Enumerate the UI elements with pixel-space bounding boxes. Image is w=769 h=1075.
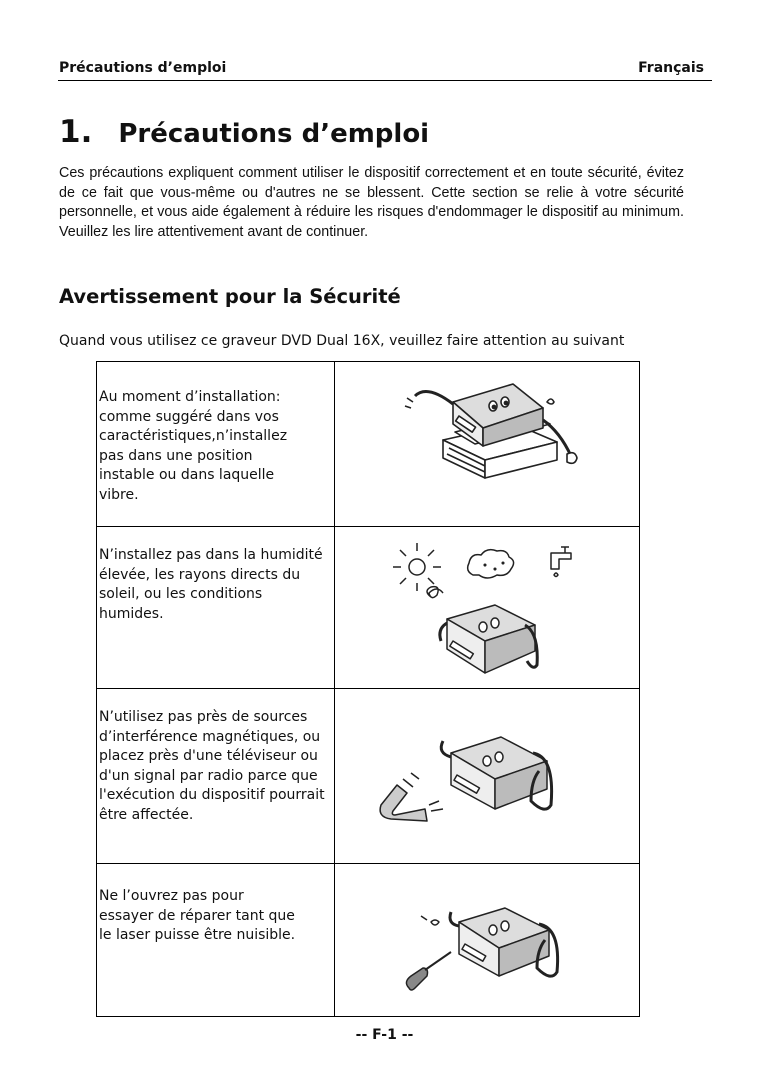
drive-sun-cloud-tap-illustration (335, 527, 639, 688)
section-lead: Quand vous utilisez ce graveur DVD Dual 16X, veuillez faire attention au suivant (59, 333, 625, 349)
page-header (58, 60, 712, 81)
title-text: Précautions d’emploi (118, 119, 430, 149)
header-left: Précautions d’emploi (59, 60, 227, 76)
title-number: 1. (59, 114, 93, 150)
drive-screwdriver-illustration (335, 864, 639, 1016)
table-row (97, 864, 640, 1017)
row-text: Ne l’ouvrez pas pour essayer de réparer tant que le laser puisse être nuisible. (99, 888, 296, 943)
drive-on-books-illustration (335, 362, 639, 526)
row-text: N’utilisez pas près de sources d’interférence magnétiques, ou placez près d'une téléviseur ou d'un signal par radio parce que l'exécution du dispositif pourrait être affectée. (99, 709, 325, 823)
page-footer: -- F-1 -- (355, 1027, 414, 1043)
row-text: N’installez pas dans la humidité élevée, les rayons directs du soleil, ou les conditions humides. (99, 547, 323, 622)
header-right: Français (638, 60, 704, 76)
row-text: Au moment d’installation: comme suggéré dans vos caractéristiques,n’installez pas dans une position instable ou dans laquelle vibre. (99, 389, 288, 503)
page-title (59, 114, 429, 150)
intro-paragraph: Ces précautions expliquent comment utiliser le dispositif correctement et en toute sécurité, évitez de ce fait que vous-même ou d'autres ne se blessent. Cette section se relie à votre sécurité personnelle, et vous aide également à réduire les risques d'endommager le dispositif au minimum. Veuillez les lire attentivement avant de continuer. (59, 165, 684, 240)
table-row (97, 689, 640, 864)
table-row (97, 362, 640, 527)
safety-table (96, 361, 640, 1017)
table-row (97, 527, 640, 689)
drive-magnet-illustration (335, 689, 639, 863)
section-title: Avertissement pour la Sécurité (59, 285, 401, 308)
